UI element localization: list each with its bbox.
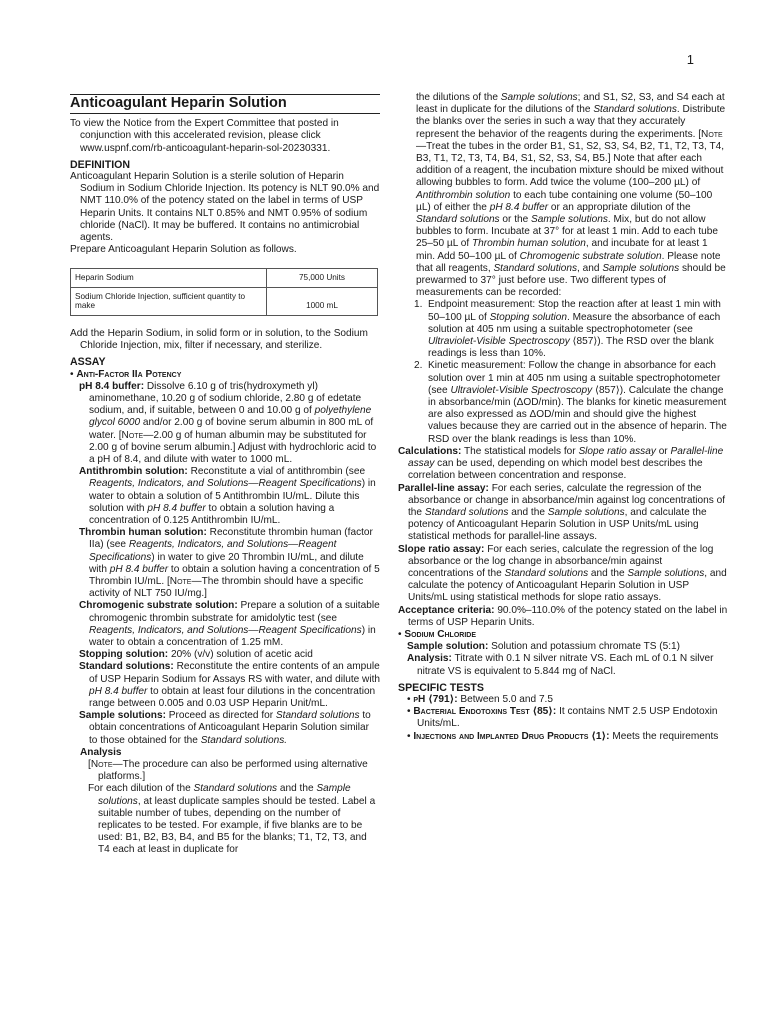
standard-tail: Heparin Unit/mL. (252, 698, 328, 710)
ingredient-name: Sodium Chloride Injection, sufficient quantity to make (71, 287, 267, 315)
assay-subheading: • Anti-Factor IIa Potency (70, 368, 182, 380)
parallel-para: Parallel-line assay: For each series, calculate the regression of the absorbance or change in absorbance/min against log concentrations of the Standard solutions and the Sample solutions, and calculate the potency of Anticoagulant Heparin Solution in USP Units/mL using statistical methods for parallel-line assays. (398, 482, 726, 543)
ingredient-name: Heparin Sodium (71, 269, 267, 288)
definition-text: Anticoagulant Heparin Solution is a sterile solution of Heparin Sodium in Sodium Chloride Injection. Its potency is NLT 90.0% and NMT 110.0% of the potency stated on the label in terms of USP Heparin Units. It contains NLT 0.85% and NMT 0.95% of sodium chloride (NaCl). It may be buffered. It contains no antimicrobial agents. (70, 171, 380, 244)
acceptance-para (398, 605, 728, 629)
formula-table (70, 268, 378, 316)
injections-para: • Injections and Implanted Drug Products ⟨1⟩: Meets the requirements (407, 730, 719, 742)
stopping-label: Stopping solution: (79, 649, 169, 661)
ingredient-amount: 75,000 Units (267, 269, 378, 288)
calculations-label: Calculations: (398, 445, 462, 457)
sample-label: Sample solutions: (79, 710, 166, 722)
right-column (398, 92, 728, 743)
endotoxin-ref: ⟨85⟩: (532, 706, 557, 718)
sodium-chloride-heading-para: • Sodium Chloride (398, 628, 477, 640)
injections-ref: ⟨1⟩: (591, 730, 610, 742)
item-number: 2. (414, 360, 423, 372)
nacl-analysis-para (398, 653, 728, 677)
nacl-analysis-label: Analysis: (407, 653, 452, 665)
ph-test-label: pH (413, 693, 426, 705)
antithrombin-label: Antithrombin solution: (79, 466, 188, 478)
thrombin-para: Thrombin human solution: Reconstitute thrombin human (factor IIa) (see Reagents, Indicators, and Solutions—Reagent Specifications) in water to give 20 Thrombin IU/mL, and dilute with pH 8.4 buffer to obtain a solution having a concentration of 5 Thrombin IU/mL. [Note—The thrombin should have a specific activity of NLT 750 IU/mg.] (79, 527, 380, 600)
analysis-continued: the dilutions of the Sample solutions; and S1, S2, S3, and S4 each at least in duplicate for the dilutions of the Standard solutions. Distribute the blanks over the series in such a way that they accurately represent the behavior of the reagents during the experiments. [Note—Treat the tubes in the order B1, S1, S2, S3, S4, B2, T1, T2, T3, T4, B3, T1, T2, T3, T4, B4, S1, S2, S3, S4, B5.] Note that after each addition of a reagent, the incubation mixture should be mixed without allowing bubbles to form. Add twice the volume (100–200 µL) of Antithrombin solution to each tube containing one volume (50–100 µL) of either the pH 8.4 buffer or an appropriate dilution of the Standard solutions or the Sample solutions. Mix, but do not allow bubbles to form. Incubate at 37° for at least 1 min. Add to each tube 25–50 µL of Thrombin human solution, and incubate for at least 1 min. Add 50–100 µL of Chromogenic substrate solution. Please note that all reagents, Standard solutions, and Sample solutions should be prewarmed to 37° just before use. Two different types of measurements can be recorded: (416, 92, 726, 299)
ingredient-amount: 1000 mL (267, 287, 378, 315)
thrombin-label: Thrombin human solution: (79, 527, 207, 539)
slope-label: Slope ratio assay: (398, 543, 485, 555)
sample-para: Sample solutions: Proceed as directed for Standard solutions to obtain concentrations of Anticoagulant Heparin Solution similar to those obtained for the Standard solutions. (79, 710, 371, 746)
endpoint-label: Endpoint measurement: (428, 299, 536, 311)
assay-heading: ASSAY (70, 356, 106, 369)
analysis-label-para (70, 747, 380, 759)
stopping-para (70, 649, 380, 661)
stopping-text: 20% (v/v) solution of acetic acid (170, 649, 313, 661)
calculations-para: Calculations: The statistical models for Slope ratio assay or Parallel-line assay can be used, depending on which model best describes the correlation between concentration and response. (398, 445, 724, 482)
after-table-text: Add the Heparin Sodium, in solid form or in solution, to the Sodium Chloride Injection, mix, filter if necessary, and sterilize. (70, 327, 368, 352)
nacl-sample-label: Sample solution: (407, 641, 489, 653)
analysis-label: Analysis (80, 746, 122, 758)
analysis-para: For each dilution of the Standard solutions and the Sample solutions, at least duplicate samples should be tested. Label a suitable number of tubes, depending on the number of replicates to be tested. For example, if five blanks are to be used: B1, B2, B3, B4, and B5 for the blanks; T1, T2, T3, and T4 each at least in duplicate for (88, 783, 376, 856)
prepare-text: Prepare Anticoagulant Heparin Solution as follows. (70, 244, 297, 256)
injections-text: Meets the requirements (612, 730, 719, 742)
ph-test-para: • pH ⟨791⟩: Between 5.0 and 7.5 (407, 693, 553, 705)
definition-heading: DEFINITION (70, 158, 131, 171)
nacl-sample-text: Solution and potassium chromate TS (5:1) (491, 641, 681, 653)
left-column (70, 92, 380, 857)
endotoxin-para: • Bacterial Endotoxins Test ⟨85⟩: It contains NMT 2.5 USP Endotoxin Units/mL. (407, 706, 718, 730)
kinetic-label: Kinetic measurement: (428, 360, 526, 372)
sodium-chloride-heading: Sodium Chloride (404, 628, 477, 640)
endotoxin-text: It contains NMT 2.5 USP Endotoxin Units/mL. (417, 706, 718, 730)
sample-tail: solutions. (244, 734, 288, 746)
acceptance-text: 90.0%–110.0% of the potency stated on the label in terms of USP Heparin Units. (408, 604, 728, 628)
ph-test-ref: ⟨791⟩: (428, 693, 458, 705)
nacl-sample-para (398, 641, 728, 653)
antithrombin-para: Antithrombin solution: Reconstitute a vial of antithrombin (see Reagents, Indicators, and Solutions—Reagent Specifications) in water to obtain a solution of 5 Antithrombin IU/mL. Dilute this solution with pH 8.4 buffer to obtain a solution having a concentration of 0.125 Antithrombin IU/mL. (79, 466, 376, 526)
monograph-title: Anticoagulant Heparin Solution (70, 94, 380, 114)
analysis-note: [Note—The procedure can also be performed using alternative platforms.] (88, 759, 368, 783)
item-number: 1. (414, 299, 423, 311)
table-row (71, 287, 378, 315)
ph-test-text: Between 5.0 and 7.5 (460, 693, 553, 705)
list-item: 2. Kinetic measurement: Follow the change in absorbance for each solution over 1 min at 405 nm using a suitable spectrophotometer (see Ultraviolet-Visible Spectroscopy ⟨857⟩). Calculate the change in absorbance/min (ΔOD/min). The blanks for kinetic measurement are also expressed as ΔOD/min and should give the highest values because they are carried out in the absence of heparin. The RSD over the blank readings is less than 10%. (414, 360, 727, 445)
notice-text: To view the Notice from the Expert Committee that posted in conjunction with this accelerated revision, please click www.uspnf.com/rb-anticoagulant-heparin-sol-20230331. (70, 118, 339, 154)
endotoxin-label: Bacterial Endotoxins Test (413, 706, 530, 718)
measurement-list (398, 299, 728, 445)
analysis-note-text: The procedure can also be performed using alternative platforms.] (98, 759, 368, 783)
specific-tests-heading: SPECIFIC TESTS (398, 681, 484, 694)
chromogenic-label: Chromogenic substrate solution: (79, 600, 238, 612)
list-item: 1. Endpoint measurement: Stop the reaction after at least 1 min with 50–100 µL of Stopping solution. Measure the absorbance of each solution at 405 nm using a suitable spectrophotometer (see Ultraviolet-Visible Spectroscopy ⟨857⟩). The RSD over the blank readings is less than 10%. (414, 299, 721, 360)
page-number: 1 (686, 52, 694, 67)
injections-label: Injections and Implanted Drug Products (413, 730, 589, 742)
chromogenic-conc: 1.25 mM. (241, 637, 284, 649)
nacl-analysis-text: Titrate with 0.1 N silver nitrate VS. Each mL of 0.1 N silver nitrate VS is equivalent to 5.844 mg of NaCl. (417, 653, 714, 677)
standard-label: Standard solutions: (79, 661, 174, 673)
standard-para: Standard solutions: Reconstitute the entire contents of an ampule of USP Heparin Sodium for Assays RS with water, and dilute with pH 8.4 buffer to obtain at least four dilutions in the concentration range between 0.005 and 0.03 USP Heparin Unit/mL. (79, 661, 380, 710)
parallel-label: Parallel-line assay: (398, 482, 489, 494)
acceptance-label: Acceptance criteria: (398, 604, 495, 616)
potency-subheading: Anti-Factor IIa Potency (76, 368, 182, 380)
ph-buffer-para: pH 8.4 buffer: Dissolve 6.10 g of tris(hydroxymeth yl) aminomethane, 10.20 g of sodium chloride, 2.80 g of edetate sodium, and, if suitable, between 0 and 10.00 g of polyethylene glycol 6000 and/or 2.00 g of bovine serum albumin in 800 mL of water. [Note—2.00 g of human albumin may be substituted for 2.00 g of bovine serum albumin.] Adjust with hydrochloric acid to a pH of 8.4, and dilute with water to 1000 mL. (79, 380, 377, 465)
table-row (71, 269, 378, 288)
chromogenic-para: Chromogenic substrate solution: Prepare a solution of a suitable chromogenic thrombin substrate for amidolytic test (see Reagents, Indicators, and Solutions—Reagent Specifications) in water to obtain a concentration of 1.25 mM. (79, 600, 380, 649)
ph-buffer-label: pH 8.4 buffer: (79, 380, 145, 392)
slope-para: Slope ratio assay: For each series, calculate the regression of the log absorbance or the log change in absorbance/min against concentrations of the Standard solutions and the Sample solutions, and calculate the potency of Anticoagulant Heparin Solution in USP Units/mL using statistical methods for slope ratio assays. (398, 543, 727, 604)
